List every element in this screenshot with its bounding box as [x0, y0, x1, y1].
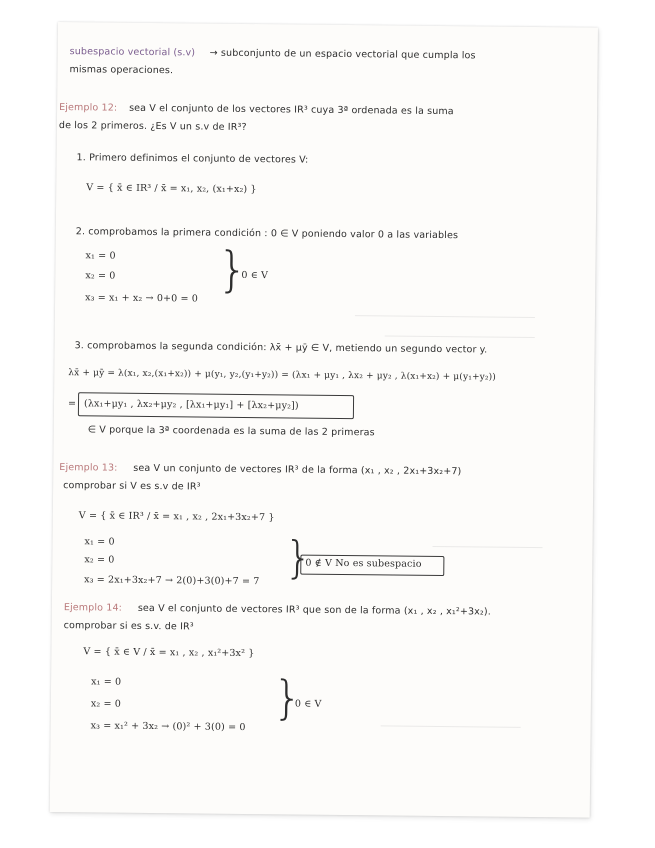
subspace-definition-text-cont: mismas operaciones.: [69, 64, 174, 77]
step-1-heading: 1. Primero definimos el conjunto de vectores V:: [76, 152, 309, 166]
example-13-x3: x₃ = 2x₁+3x₂+7 → 2(0)+3(0)+7 = 7: [84, 574, 260, 588]
show-through-line: [433, 546, 543, 548]
example-14-x2: x₂ = 0: [90, 698, 122, 710]
subspace-definition-text: → subconjunto de un espacio vectorial que cumpla los: [209, 47, 476, 62]
example-13-question: comprobar si V es s.v de IR³: [63, 480, 201, 493]
step-2-x2: x₂ = 0: [85, 270, 116, 282]
brace-icon: }: [217, 241, 249, 299]
step-3-equals: =: [67, 398, 77, 410]
show-through-line: [355, 315, 535, 318]
show-through-line: [381, 725, 521, 727]
example-14-x1: x₁ = 0: [91, 676, 122, 688]
brace-icon: }: [272, 670, 303, 725]
example-13-set-definition: V = { x̄ ∈ IR³ / x̄ = x₁ , x₂ , 2x₁+3x₂+7 }: [78, 510, 275, 524]
step-3-result: (λx₁+μy₁ , λx₂+μy₂ , [λx₁+μy₁] + [λx₂+μy₂]): [83, 398, 299, 412]
subspace-definition-term: subespacio vectorial (s.v): [69, 46, 196, 59]
example-13-x2: x₂ = 0: [84, 554, 115, 566]
set-v-definition: V = { x̄ ∈ IR³ / x̄ = x₁, x₂, (x₁+x₂) }: [86, 182, 257, 196]
example-14-set-definition: V = { x̄ ∈ V / x̄ = x₁ , x₂ , x₁²+3x² }: [83, 646, 255, 660]
example-14-x3: x₃ = x₁² + 3x₂ → (0)² + 3(0) = 0: [90, 720, 246, 734]
example-12-title: Ejemplo 12:: [59, 102, 118, 114]
brace-icon: }: [284, 532, 313, 584]
example-14-question: comprobar si es s.v. de IR³: [63, 620, 194, 633]
example-14-statement: sea V el conjunto de vectores IR³ que son de la forma (x₁ , x₂ , x₁²+3x₂).: [137, 602, 491, 618]
example-13-x1: x₁ = 0: [84, 536, 115, 548]
step-3-expansion: λx̄ + μȳ = λ(x₁, x₂,(x₁+x₂)) + μ(y₁, y₂,(y₁+y₂)) = (λx₁ + μy₁ , λx₂ + μy₂ , λ(x₁+x₂) + μ(y₁+y₂)): [68, 368, 497, 383]
step-2-heading: 2. comprobamos la primera condición : 0 ∈ V poniendo valor 0 a las variables: [75, 226, 459, 242]
example-13-statement: sea V un conjunto de vectores IR³ de la forma (x₁ , x₂ , 2x₁+3x₂+7): [133, 462, 462, 478]
example-14-result: 0 ∈ V: [294, 698, 322, 710]
show-through-line: [385, 335, 535, 338]
step-3-conclusion: ∈ V porque la 3ª coordenada es la suma de las 2 primeras: [87, 424, 375, 439]
step-2-result: 0 ∈ V: [241, 269, 269, 282]
example-12-statement: sea V el conjunto de los vectores IR³ cuya 3ª ordenada es la suma: [129, 102, 454, 118]
step-2-x3: x₃ = x₁ + x₂ → 0+0 = 0: [85, 292, 199, 305]
example-13-result: 0 ∉ V No es subespacio: [305, 557, 422, 570]
example-13-title: Ejemplo 13:: [59, 462, 118, 474]
notebook-page: [50, 22, 598, 818]
step-2-x1: x₁ = 0: [85, 250, 116, 262]
step-3-heading: 3. comprobamos la segunda condición: λx̄ + μȳ ∈ V, metiendo un segundo vector y.: [74, 340, 488, 356]
example-14-title: Ejemplo 14:: [63, 602, 123, 614]
example-12-question: de los 2 primeros. ¿Es V un s.v de IR³?: [58, 120, 247, 133]
